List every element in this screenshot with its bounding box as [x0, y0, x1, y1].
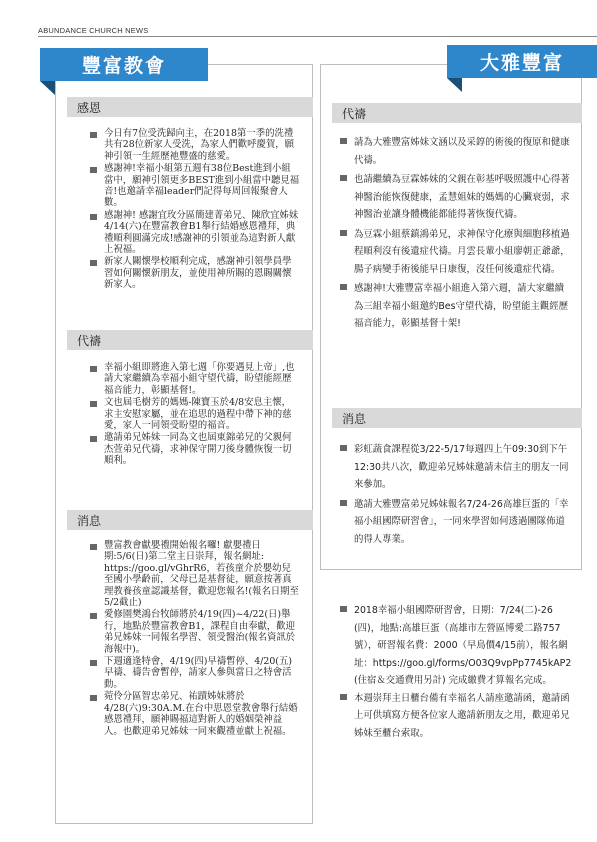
bullet-icon: [340, 500, 347, 506]
bottom-news-list: [340, 602, 572, 742]
list-item: 請為大雅豐富姊妹文涵以及采錞的術後的復原和健康代禱。: [340, 134, 572, 169]
bullet-icon: [90, 132, 97, 138]
left-news-list: [90, 540, 300, 738]
bullet-icon: [90, 695, 97, 701]
list-item: 菀伶分區智忠弟兄、祐蹟姊妹將於4/28(六)9:30A.M.在台中思恩堂教會舉行結婚感恩禮拜，願神賜福這對新人的婚姻榮神益人。也歡迎弟兄姊妹一同來觀禮並獻上祝福。: [90, 691, 300, 737]
left-news-label: 消息: [67, 510, 313, 530]
left-banner-title: 豐富教會: [40, 48, 208, 81]
list-item: 為豆霖小組蔡鎮鴻弟兄，求神保守化療與細胞移植過程順利沒有後遺症代禱。月雲長輩小組廖朝正爺爺，腸子病變手術後能早日康復，沒任何後遺症代禱。: [340, 226, 572, 279]
bullet-icon: [90, 167, 97, 173]
right-intercession-list: [340, 134, 572, 335]
bullet-icon: [340, 230, 347, 236]
list-item: 愛修園樊鴻台牧師將於4/19(四)~4/22(日)舉行，地點於豐富教會B1，課程自由奉獻，歡迎弟兄姊妹一同報名學習、領受醫治(報名資訊於海報中)。: [90, 609, 300, 655]
bullet-icon: [90, 436, 97, 442]
left-gratitude-label: 感恩: [67, 97, 313, 117]
left-intercession-list: [90, 362, 300, 468]
right-intercession-label: 代禱: [332, 103, 582, 123]
bullet-icon: [340, 284, 347, 290]
list-item: 新家人關懷學校順利完成，感謝神引領學員學習如何關懷新朋友，並使用神所賜的恩賜關懷新家人。: [90, 256, 300, 290]
list-item: 文也屆毛樹芳的媽媽-陳寶玉於4/8安息主懷，求主安慰家屬，並在追思的過程中帶下神的慈愛，家人一同領受盼望的福音。: [90, 397, 300, 431]
bullet-icon: [90, 214, 97, 220]
list-item: 感謝神!幸福小組第五週有38位Best進到小組當中，願神引領更多BEST進到小組當中聽見福音!也邀請幸福leader們記得每周回報聚會人數。: [90, 163, 300, 209]
bullet-icon: [90, 544, 97, 550]
list-item: 感謝神!大雅豐富幸福小組進入第六週，請大家繼續為三組幸福小組邀約Bes守望代禱，盼望能主觀經歷福音能力，彰顯基督十架!: [340, 280, 572, 333]
bullet-icon: [340, 175, 347, 181]
bullet-icon: [90, 401, 97, 407]
list-item: 幸福小組即將進入第七週「你要遇見上帝」,也請大家繼續為幸福小組守望代禱，盼望能經歷福音能力，彰顯基督!。: [90, 362, 300, 396]
list-item: 下週適逢特會，4/19(四)早禱暫停、4/20(五)早禱、禱告會暫停，請家人參與當日之特會活動。: [90, 656, 300, 690]
list-item: 本週崇拜主日櫃台備有幸福名人請座邀請函，邀請函上可供填寫方便各位家人邀請新朋友之用，歡迎弟兄姊妹至櫃台索取。: [340, 690, 572, 743]
list-item: 邀請大雅豐富弟兄姊妹報名7/24-26高雄巨蛋的「幸福小組國際研習會」，一同來學習如何透過團隊佈道的得人專業。: [340, 496, 572, 549]
newsletter-header-title: ABUNDANCE CHURCH NEWS: [38, 26, 149, 35]
bullet-icon: [340, 445, 347, 451]
left-gratitude-list: [90, 128, 300, 292]
list-item: 邀請弟兄姊妹一同為文也屆東錦弟兄的父親何杰萱弟兄代禱，求神保守開刀後身體恢復一切順利。: [90, 432, 300, 466]
banner-fold-right: [447, 78, 462, 92]
bullet-icon: [340, 606, 347, 612]
banner-fold-left: [40, 81, 55, 95]
right-news-label: 消息: [332, 408, 582, 428]
bullet-icon: [340, 138, 347, 144]
left-intercession-label: 代禱: [67, 330, 313, 350]
list-item: 感謝神! 感謝宜玫分區簡建菁弟兄、陳欣宜姊妹4/14(六)在豐富教會B1舉行結婚感恩禮拜，典禮順利圓滿完成!感謝神的引領並為這對新人獻上祝福。: [90, 210, 300, 256]
list-item: 2018幸福小組國際研習會，日期：7/24(二)-26(四)，地點:高雄巨蛋（高雄市左營區博愛二路757號），研習報名費：2000（早鳥價4/15前），報名網址：https://goo.gl/forms/O03Q9vpPp7745kAP2 (住宿＆交通費用另計) 完成繳費才算報名完成。: [340, 602, 572, 690]
bullet-icon: [90, 366, 97, 372]
right-news-list: [340, 441, 572, 550]
bullet-icon: [90, 260, 97, 266]
list-item: 彩虹蔬食課程從3/22-5/17每週四上午09:30到下午12:30共八次，歡迎弟兄姊妹邀請未信主的朋友一同來參加。: [340, 441, 572, 494]
right-banner-title: 大雅豐富: [447, 45, 597, 78]
list-item: 今日有7位受洗歸向主，在2018第一季的洗禮共有28位新家人受洗，為家人們歡呼慶賀，願神引領一生經歷祂豐盛的慈愛。: [90, 128, 300, 162]
list-item: 也請繼續為豆霖姊妹的父親在彰基呼吸照護中心得著神醫治能恢復健康，孟慧姐妹的媽媽的心臟衰弱，求神醫治並讓身體機能都能得著恢復代禱。: [340, 171, 572, 224]
header-divider: [38, 36, 597, 37]
list-item: 豐富教會獻嬰禮開始報名囉! 獻嬰禮日期:5/6(日)第二堂主日崇拜，報名網址: https://goo.gl/vGhrR6，若孩童介於嬰幼兒至國小學齡前，父母已是基督徒，願意按著真理教養孩童認識基督，歡迎您報名!(報名日期至5/2截止): [90, 540, 300, 608]
bullet-icon: [340, 694, 347, 700]
bullet-icon: [90, 613, 97, 619]
bullet-icon: [90, 660, 97, 666]
